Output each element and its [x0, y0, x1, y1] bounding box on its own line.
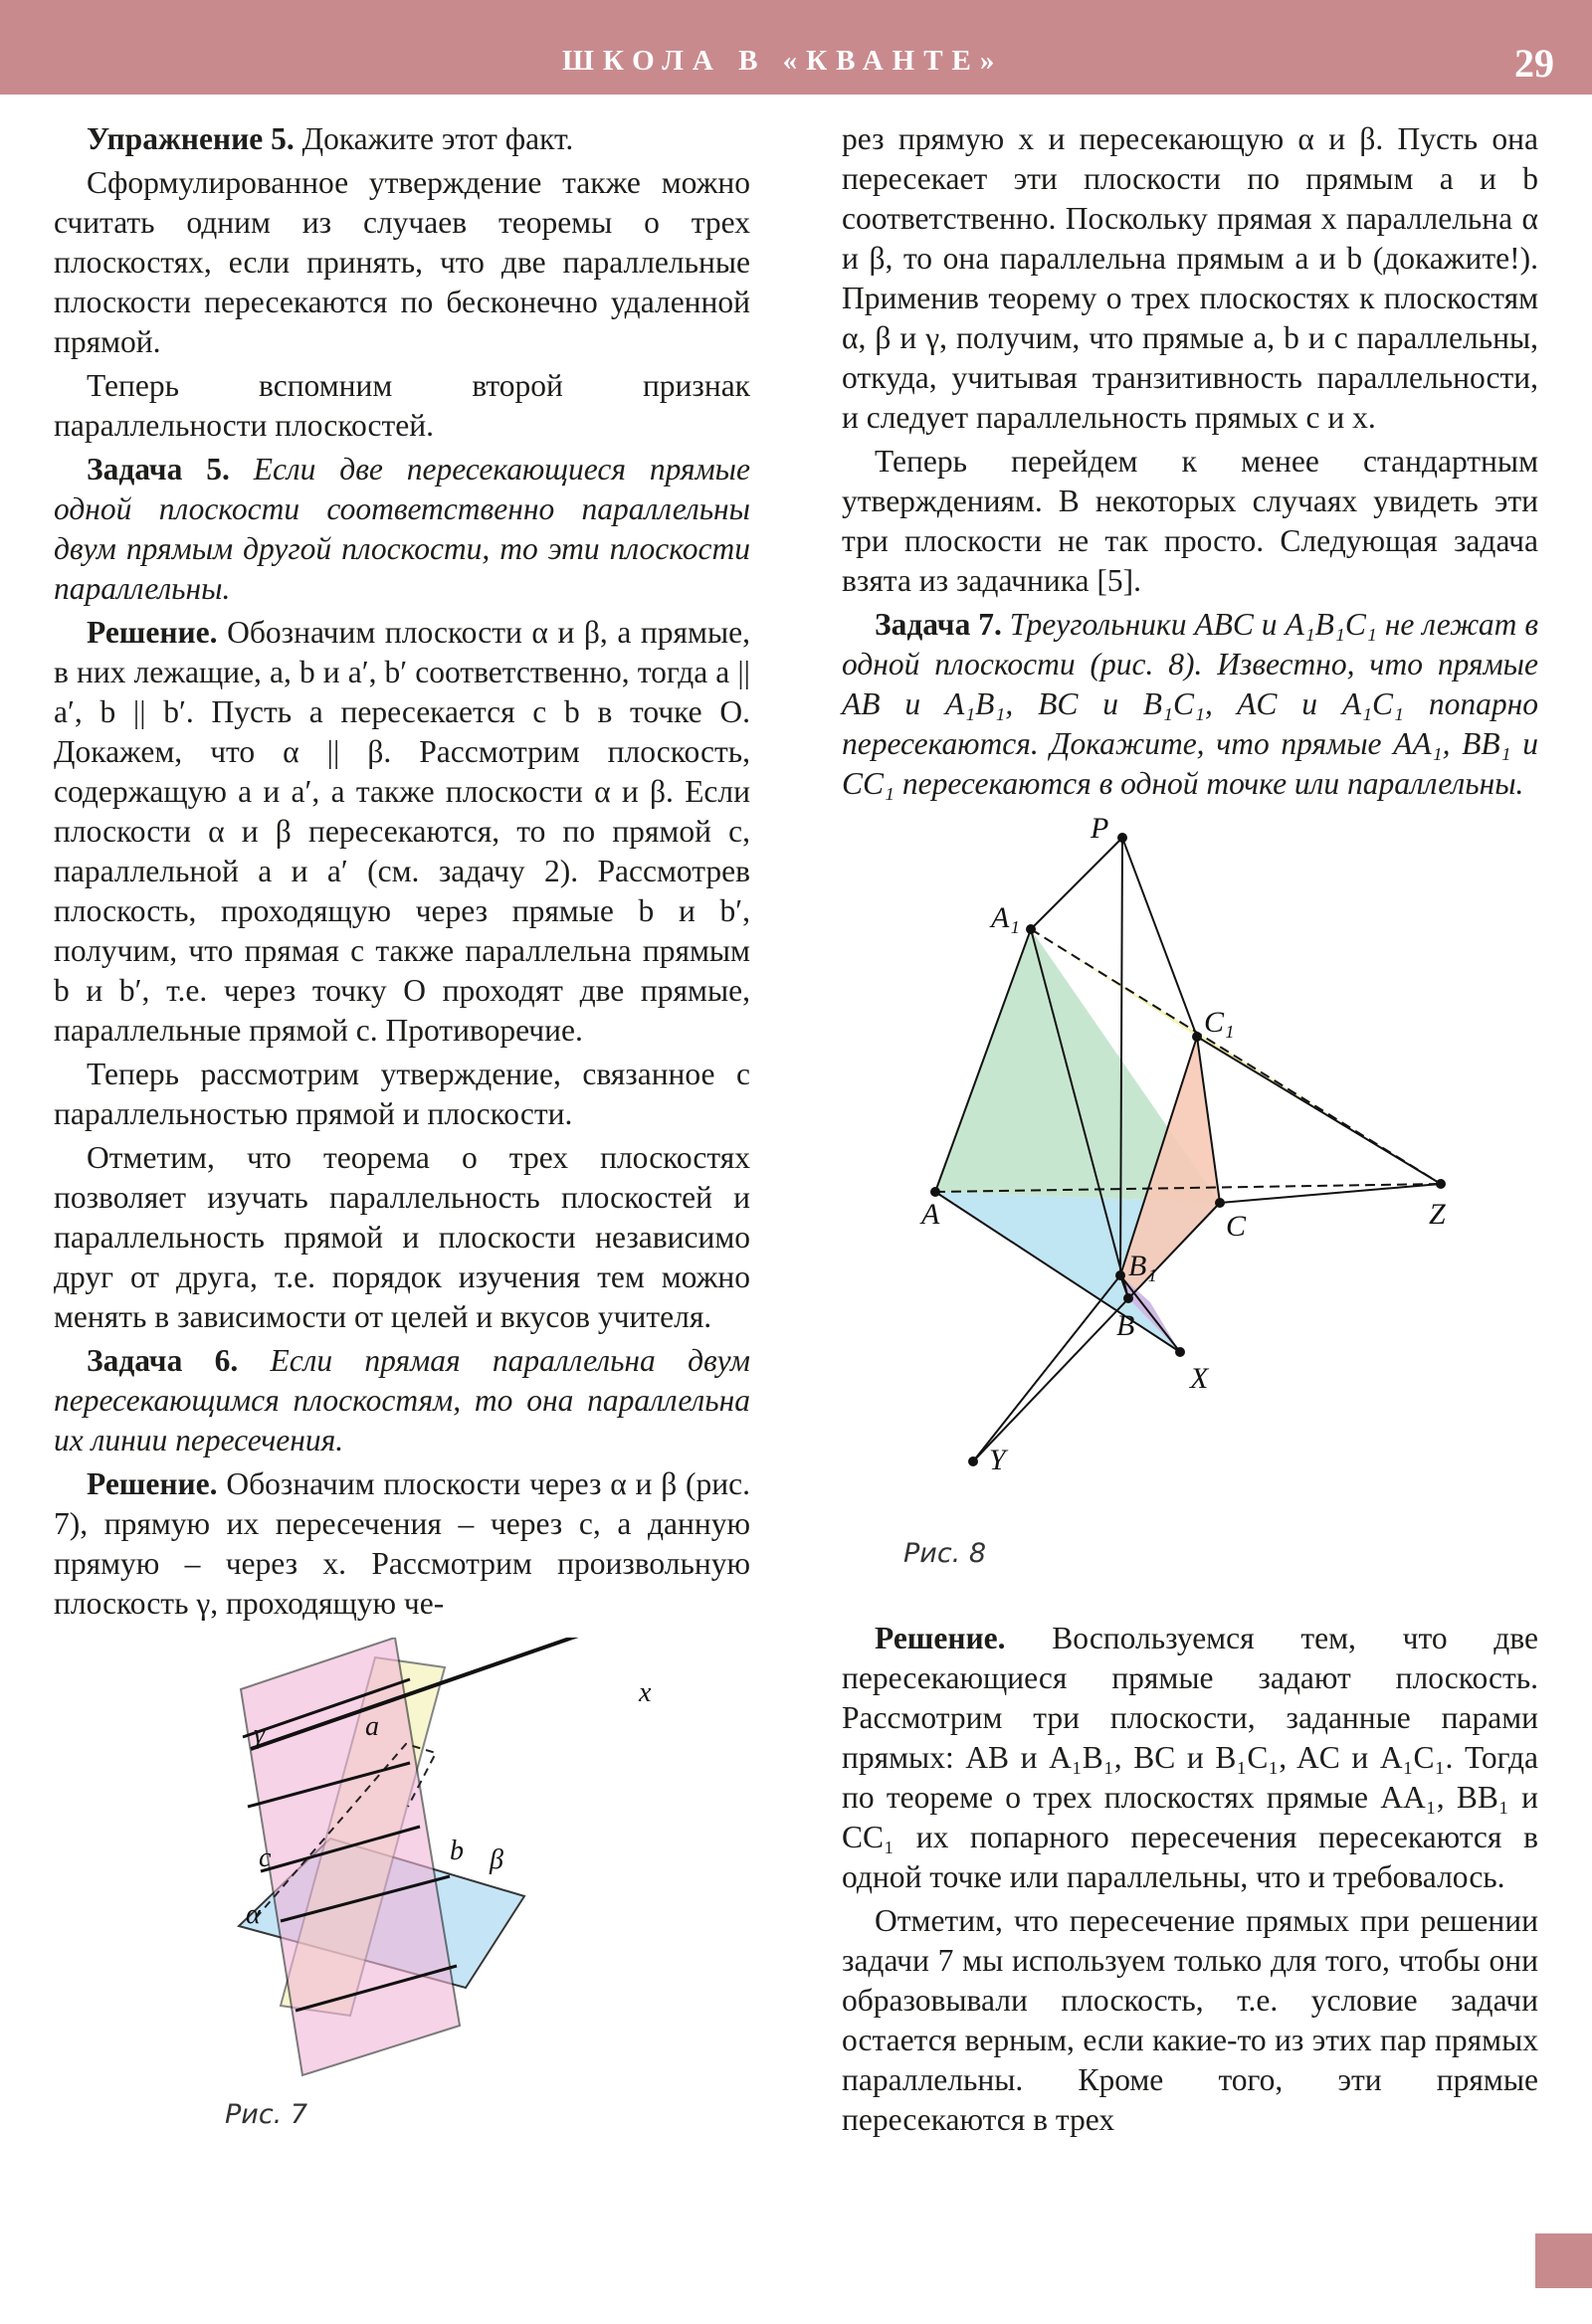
edge-P-A1: [1031, 838, 1122, 929]
paragraph: Теперь вспомним второй признак параллельности плоскостей.: [54, 368, 750, 443]
point-Z: [1436, 1179, 1446, 1189]
point-A1: [1026, 924, 1036, 934]
page-header: [0, 0, 1592, 95]
edge-P-C1: [1122, 838, 1197, 1037]
label-B: B: [1116, 1309, 1135, 1342]
solution-7-text: Воспользуемся тем, что две пересекающиеся прямые задают плоскость. Рассмотрим три плоскости, заданные парами прямых: AB и A₁B₁, BC и B₁C₁, AC и A₁C₁. Тогда по теореме о трех плоскостях прямые AA₁, BB₁ и CC₁ их попарного пересечения пересекаются в одной точке или параллельны, что и требовалось.: [842, 1621, 1538, 1894]
paragraph: Теперь перейдем к менее стандартным утверждениям. В некоторых случаях увидеть эти три плоскости не так просто. Следующая задача взята из задачника [5].: [842, 444, 1538, 598]
point-Y: [968, 1456, 978, 1466]
point-P: [1117, 833, 1127, 843]
task-6: [54, 1341, 750, 1460]
left-column: [54, 119, 750, 2324]
solution-6-label: Решение.: [87, 1466, 218, 1501]
point-C: [1215, 1198, 1225, 1208]
point-A: [930, 1187, 940, 1197]
solution-7-label: Решение.: [875, 1621, 1006, 1655]
corner-tab: [1535, 2233, 1592, 2288]
paragraph: рез прямую x и пересекающую α и β. Пусть она пересекает эти плоскости по прямым a и b соответственно. Поскольку прямая x параллельна α и β, то она параллельна прямым a и b (докажите!). Применив теорему о трех плоскостях к плоскостям α, β и γ, получим, что прямые a, b и c параллельны, откуда, учитывая транзитивность параллельности, и следует параллельность прямых c и x.: [842, 121, 1538, 435]
label-beta: β: [490, 1844, 503, 1875]
label-c: c: [259, 1842, 272, 1873]
label-alpha: α: [246, 1899, 261, 1930]
task-5: [54, 450, 750, 609]
figure-8-diagram: [892, 808, 1528, 1524]
label-Z: Z: [1429, 1198, 1446, 1231]
figure-7-diagram: [221, 1638, 689, 2105]
task-7-label: Задача 7.: [875, 607, 1002, 642]
task-6-statement: Если прямая параллельна двум пересекающимся плоскостям, то она параллельна их линии пересечения.: [54, 1343, 750, 1457]
label-gamma: γ: [254, 1719, 266, 1750]
solution-5-text: Обозначим плоскости α и β, а прямые, в них лежащие, a, b и a′, b′ соответственно, тогда a || a′, b || b′. Пусть a пересекается с b в точке O. Докажем, что α || β. Рассмотрим плоскость, содержащую a и a′, а также плоскости α и β. Если плоскости α и β пересекаются, то по прямой c, параллельной a и a′ (см. задачу 2). Рассмотрев плоскость, проходящую через прямые b и b′, получим, что прямая c также параллельна прямым b и b′, т.е. через точку O проходят две прямые, параллельные прямой c. Противоречие.: [54, 615, 750, 1048]
edge-B1-Y: [973, 1275, 1120, 1461]
paragraph: Отметим, что пересечение прямых при решении задачи 7 мы используем только для того, чтобы они образовывали плоскость, т.е. условие задачи остается верным, если какие-то из этих пар прямых параллельны. Кроме того, эти прямые пересекаются в трех: [842, 1903, 1538, 2137]
exercise-5-text: Докажите этот факт.: [294, 121, 574, 156]
label-x: x: [639, 1677, 652, 1708]
figure-8: [842, 808, 1538, 1619]
edge-C1-Z: [1197, 1037, 1441, 1184]
label-P: P: [1091, 812, 1109, 845]
point-C1: [1192, 1032, 1202, 1042]
solution-6: [54, 1464, 750, 1624]
right-column: [842, 119, 1538, 2144]
exercise-5-label: Упражнение 5.: [87, 121, 295, 156]
label-b: b: [450, 1836, 464, 1866]
page-number: 29: [1514, 41, 1554, 86]
label-B1: B₁: [1128, 1250, 1157, 1282]
figure-7-caption: Рис. 7: [225, 2099, 308, 2130]
label-C1: C₁: [1204, 1006, 1235, 1039]
label-A1: A₁: [991, 901, 1020, 934]
task-7-statement: Треугольники ABC и A₁B₁C₁ не лежат в одной плоскости (рис. 8). Известно, что прямые AB и A₁B₁, BC и B₁C₁, AC и A₁C₁ попарно пересекаются. Докажите, что прямые AA₁, BB₁ и CC₁ пересекаются в одной точке или параллельны.: [842, 607, 1538, 801]
point-B1: [1115, 1270, 1125, 1280]
solution-6-text: Обозначим плоскости через α и β (рис. 7), прямую их пересечения – через c, а данную прямую – через x. Рассмотрим произвольную плоскость γ, проходящую че-: [54, 1466, 750, 1621]
label-A: A: [921, 1198, 940, 1231]
label-X: X: [1190, 1362, 1209, 1395]
paragraph: Сформулированное утверждение также можно считать одним из случаев теоремы о трех плоскостях, если принять, что две параллельные плоскости пересекаются по бесконечно удаленной прямой.: [54, 165, 750, 359]
label-a: a: [365, 1711, 379, 1742]
solution-7: [842, 1619, 1538, 1897]
paragraph: Теперь рассмотрим утверждение, связанное с параллельностью прямой и плоскости.: [54, 1057, 750, 1131]
solution-5-label: Решение.: [87, 615, 218, 650]
journal-section-title: ШКОЛА В «КВАНТЕ»: [562, 45, 1004, 77]
task-6-label: Задача 6.: [87, 1343, 239, 1378]
exercise-5: [54, 119, 750, 159]
task-5-label: Задача 5.: [87, 452, 230, 486]
paragraph: Отметим, что теорема о трех плоскостях позволяет изучать параллельность плоскостей и параллельность прямой и плоскости независимо друг от друга, т.е. порядок изучения тем можно менять в зависимости от целей и вкусов учителя.: [54, 1140, 750, 1334]
point-B: [1123, 1293, 1133, 1303]
solution-5: [54, 613, 750, 1051]
edge-C-Z: [1220, 1184, 1441, 1203]
task-5-statement: Если две пересекающиеся прямые одной плоскости соответственно параллельны двум прямым другой плоскости, то эти плоскости параллельны.: [54, 452, 750, 606]
task-7-head: [842, 605, 1538, 804]
figure-7: [54, 1628, 750, 2324]
point-X: [1175, 1347, 1185, 1357]
figure-8-caption: Рис. 8: [903, 1538, 987, 1569]
label-Y: Y: [989, 1444, 1006, 1476]
label-C: C: [1226, 1210, 1247, 1243]
